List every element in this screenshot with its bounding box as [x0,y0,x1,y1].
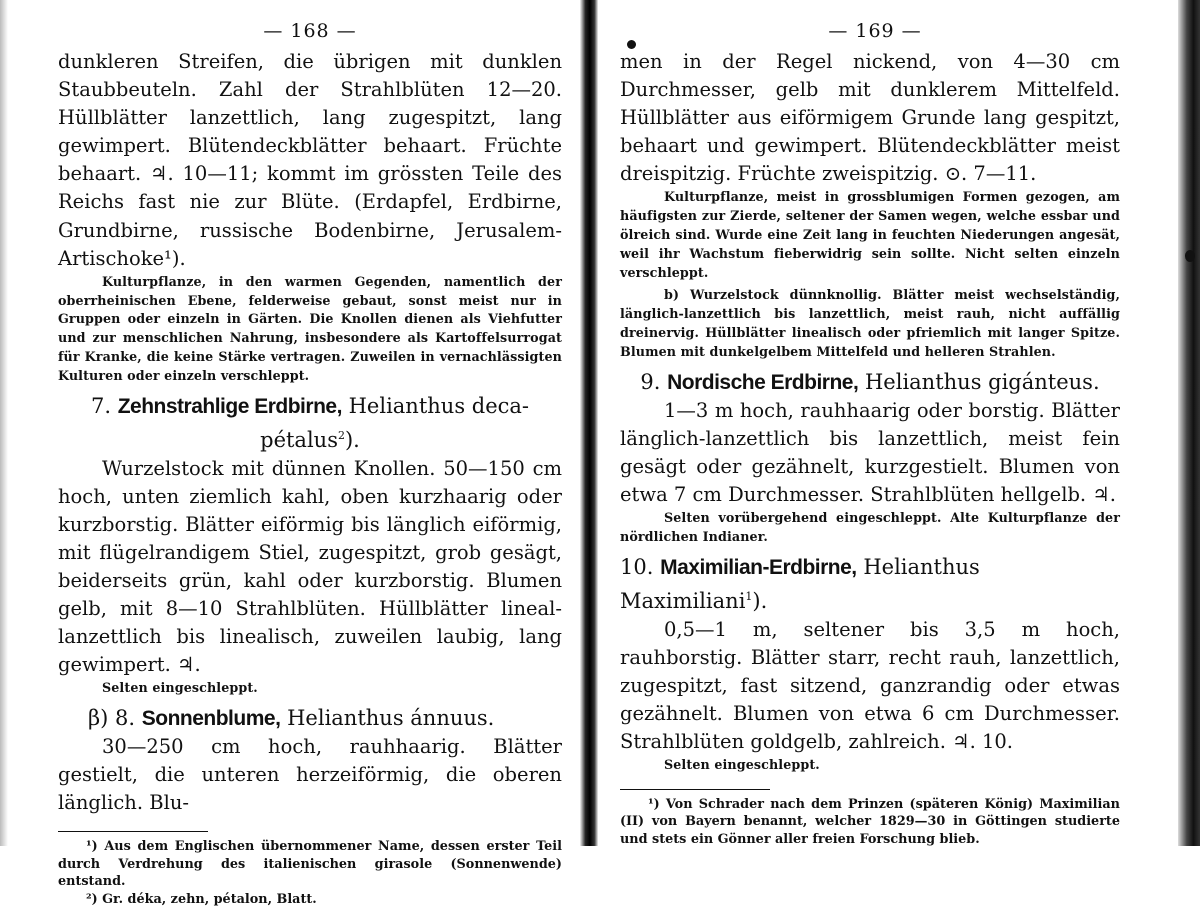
key-section-b: b) Wurzelstock dünnknollig. Blätter meist wechselständig, länglich-lanzettlich bis lanzettlich, meist rauh, nicht auffällig dreinervig. Hüllblätter linealisch oder pfriemlich mit langer Spitze. Blumen mit dunkelgelbem Mittelfeld und helleren Strahlen. [620,287,1120,359]
species-heading-8 [58,704,562,733]
species-latin-name: Helianthus deca- [348,393,530,418]
footnote: ¹) Von Schrader nach dem Prinzen (späteren König) Maximilian (II) von Bayern benannt, welcher 1829—30 in Göttingen studierte und stets ein Gönner aller freien Forschung blieb. [620,796,1120,847]
species-common-name: Zehnstrahlige Erdbirne, [117,394,342,418]
page-number: — 169 — [828,20,922,42]
footnote-mark: 2 [337,428,345,442]
occurrence-note: Selten eingeschleppt. [664,757,820,773]
footnote-rule [58,831,208,832]
occurrence-note: Selten vorübergehend eingeschleppt. Alte Kulturpflanze der nördlichen Indianer. [620,510,1120,544]
paragraph-continuation: dunkleren Streifen, die übrigen mit dunklen Staubbeuteln. Zahl der Strahlblüten 12—20. Hüllblätter lanzettlich, lang zugespitzt, lang gewimpert. Blütendeckblätter behaart. Früchte behaart. ♃. 10—11; kommt im grössten Teile des Reichs fast nie zur Blüte. (Erdapfel, Erdbirne, Grundbirne, russische Bodenbirne, Jerusalem-Artischoke¹). [58,50,562,270]
species-common-name: Maximilian-Erdbirne, [660,555,857,579]
species-heading-7 [58,392,562,421]
book-gutter [580,0,598,846]
species-number: β) 8. [88,706,136,731]
left-page [58,14,562,908]
page-edge-left [0,0,8,846]
occurrence-note: Selten eingeschleppt. [102,680,258,696]
cultivation-note: Kulturpflanze, meist in grossblumigen Formen gezogen, am häufigsten zur Zierde, seltener der Samen wegen, welche essbar und ölreich sind. Wurde eine Zeit lang in feuchten Niederungen angesät, weil ihr Wachstum fieberwidrig sein sollte. Nicht selten einzeln verschleppt. [620,189,1120,280]
footnote-rule [620,789,770,790]
paragraph-continuation: men in der Regel nickend, von 4—30 cm Durchmesser, gelb mit dunklerem Mittelfeld. Hüllblätter aus eiförmigem Grunde lang gespitzt, behaart und gewimpert. Blütendeckblätter meist dreispitzig. Früchte zweispitzig. ⊙. 7—11. [620,50,1120,186]
species-latin-name: pétalus [260,427,338,452]
page-edge-right [1178,0,1200,846]
page-number: — 168 — [263,20,357,42]
species-number: 9. [640,369,661,394]
heading-end: ). [344,427,360,452]
species-common-name: Nordische Erdbirne, [667,370,859,394]
species-description: 30—250 cm hoch, rauhhaarig. Blätter gestielt, die unteren herzeiförmig, die oberen länglich. Blu- [58,735,562,815]
species-common-name: Sonnenblume, [141,707,281,731]
species-latin-name: Helianthus gigánteus. [864,369,1100,394]
species-description: 1—3 m hoch, rauhhaarig oder borstig. Blätter länglich-lanzettlich bis lanzettlich, meist fein gesägt oder gezähnelt, kurzgestielt. Blumen von etwa 7 cm Durchmesser. Strahlblüten hellgelb. ♃. [620,398,1120,506]
species-latin-name: Helianthus Maximiliani [620,554,980,613]
species-description: Wurzelstock mit dünnen Knollen. 50—150 cm hoch, unten ziemlich kahl, oben kurzhaarig oder kurzborstig. Blätter eiförmig bis länglich eiförmig, mit flügelrandigem Stiel, zugespitzt, grob gesägt, beiderseits grün, kahl oder kurzborstig. Blumen gelb, mit 8—10 Strahlblüten. Hüllblätter lineal-lanzettlich bis linealisch, zuweilen laubig, lang gewimpert. ♃. [58,456,562,677]
right-page [620,14,1120,848]
ink-speck [1185,250,1195,262]
species-number: 10. [620,554,654,579]
species-description: 0,5—1 m, seltener bis 3,5 m hoch, rauhborstig. Blätter starr, recht rauh, lanzettlich, zugespitzt, fast sitzend, ganzrandig oder etwas gezähnelt. Blumen von etwa 6 cm Durchmesser. Strahlblüten goldgelb, zahlreich. ♃. 10. [620,617,1120,753]
footnote: ¹) Aus dem Englischen übernommener Name, dessen erster Teil durch Verdrehung des italienischen girasole (Sonnenwende) entstand. [58,839,562,890]
species-number: 7. [90,393,112,418]
species-heading-7-continued [58,421,562,455]
footnote-mark: 1 [745,589,753,603]
heading-end: ). [752,588,768,613]
cultivation-note: Kulturpflanze, in den warmen Gegenden, namentlich der oberrheinischen Ebene, felderweise gebaut, sonst meist nur in Gruppen oder einzeln in Gärten. Die Knollen dienen als Viehfutter und zur menschlichen Nahrung, insbesondere als Kartoffelsurrogat für Kranke, die keine Stärke vertragen. Zuweilen in vernachlässigten Kulturen oder einzeln verschleppt. [58,273,562,383]
footnote: ²) Gr. déka, zehn, pétalon, Blatt. [86,891,317,907]
species-heading-10 [620,553,1120,616]
species-latin-name: Helianthus ánnuus. [287,706,495,731]
species-heading-9 [620,368,1120,397]
